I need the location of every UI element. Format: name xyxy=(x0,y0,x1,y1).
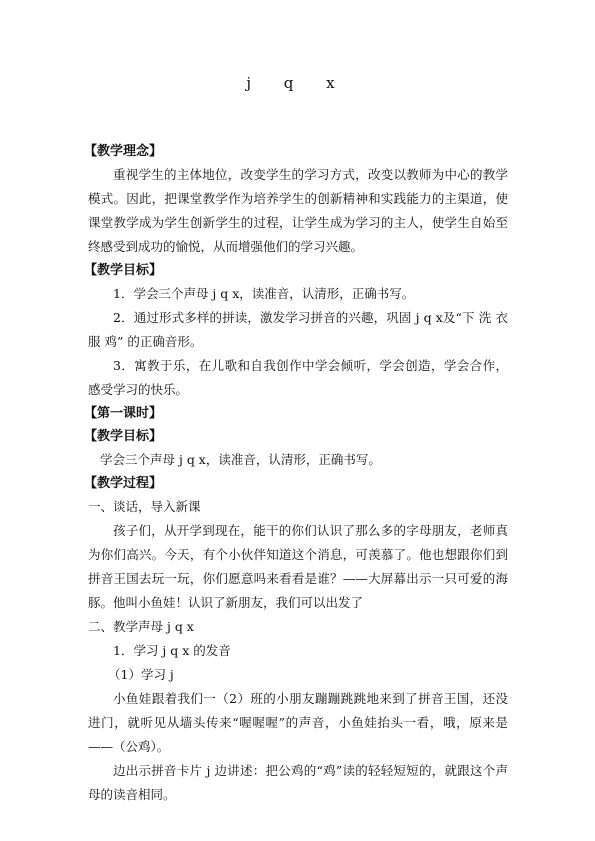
process-step-2-sub-1: 1．学习 j q x 的发音 xyxy=(113,643,231,658)
section-heading-idea: 【教学理念】 xyxy=(84,144,163,159)
process-step-1-text: 孩子们，从开学到现在，能干的你们认识了那么多的字母朋友，老师真为你们高兴。今天，有个小伙伴知道这个消息，可羡慕了。他也想跟你们到拼音王国去玩一玩，你们愿意吗来看看是谁？——大屏幕出示一只可爱的海豚。他叫小鱼娃！认识了新朋友，我们可以出发了 xyxy=(88,523,508,610)
section-heading-goals: 【教学目标】 xyxy=(84,263,163,278)
goal-item-1: 1．学会三个声母 j q x，读准音，认清形，正确书写。 xyxy=(113,286,415,301)
document-body xyxy=(84,140,508,807)
section-heading-lesson-1: 【第一课时】 xyxy=(84,406,163,421)
page-title: j q x xyxy=(246,74,349,92)
process-step-2: 二、教学声母 j q x xyxy=(88,619,194,634)
story-paragraph: 小鱼娃跟着我们一（2）班的小朋友蹦蹦跳跳地来到了拼音王国，还没进门，就听见从墙头传来“喔喔喔”的声音，小鱼娃抬头一看，哦，原来是——（公鸡）。 xyxy=(88,691,508,754)
goal-item-3: 3．寓教于乐，在儿歌和自我创作中学会倾听，学会创造，学会合作，感受学习的快乐。 xyxy=(88,358,508,397)
process-step-1: 一、谈话，导入新课 xyxy=(88,499,201,514)
section-heading-process: 【教学过程】 xyxy=(84,476,163,491)
process-step-2-sub-1a: （1）学习 j xyxy=(108,667,174,682)
section-heading-lesson-1-goals: 【教学目标】 xyxy=(84,429,163,444)
idea-paragraph: 重视学生的主体地位，改变学生的学习方式，改变以教师为中心的教学模式。因此，把课堂教学作为培养学生的创新精神和实践能力的主渠道，使课堂教学成为学生创新学生的过程，让学生成为学习的主人，使学生自始至终感受到成功的愉悦，从而增强他们的学习兴趣。 xyxy=(88,167,508,254)
goal-item-2: 2．通过形式多样的拼读，激发学习拼音的兴趣，巩固 j q x及“下 洗 衣 服 鸡” 的正确音形。 xyxy=(88,310,508,349)
lesson-1-goal: 学会三个声母 j q x，读准音，认清形，正确书写。 xyxy=(100,452,381,467)
card-paragraph: 边出示拼音卡片 j 边讲述：把公鸡的“鸡”读的轻轻短短的，就跟这个声母的读音相同。 xyxy=(88,763,508,802)
